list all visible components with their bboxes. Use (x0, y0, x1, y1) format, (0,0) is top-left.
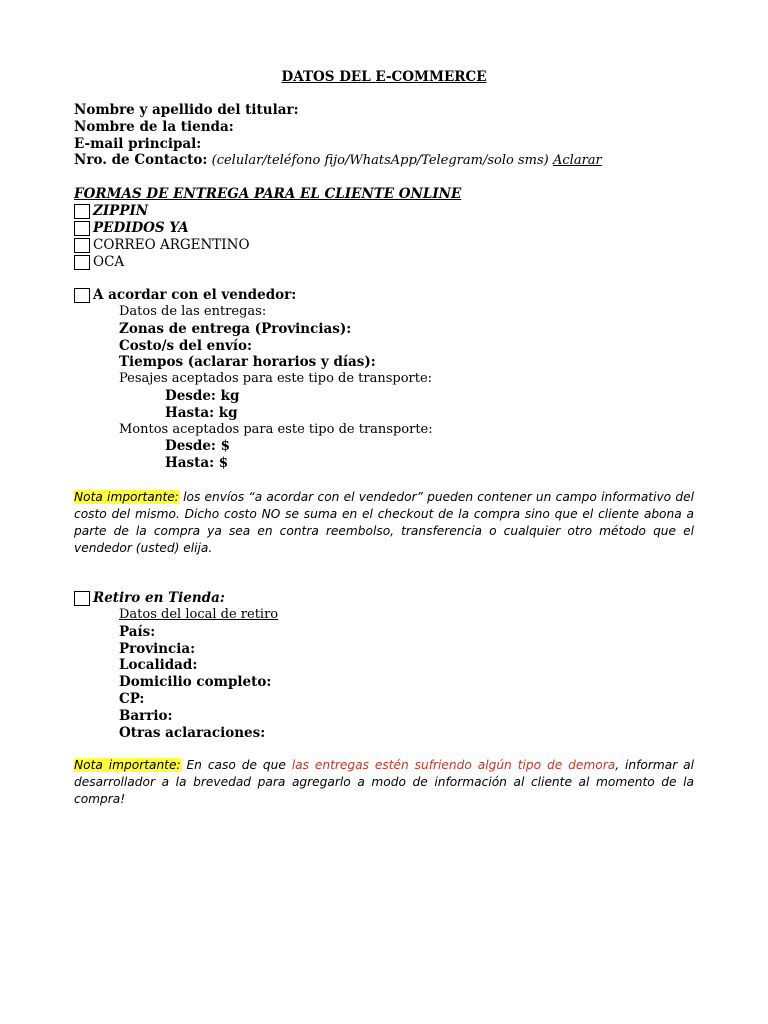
datos-local: Datos del local de retiro (119, 607, 279, 622)
zonas-field: Zonas de entrega (Provincias): (119, 320, 352, 337)
otras-field: Otras aclaraciones: (119, 724, 266, 741)
checkbox[interactable] (74, 238, 90, 253)
localidad-field: Localidad: (119, 657, 198, 674)
option-label: CORREO ARGENTINO (93, 236, 250, 253)
costos-field: Costo/s del envío: (119, 337, 253, 354)
option-label: ZIPPIN (93, 202, 149, 219)
checkbox[interactable] (74, 204, 90, 219)
tiempos-field: Tiempos (aclarar horarios y días): (119, 354, 376, 371)
monto-hasta-field: Hasta: $ (165, 455, 229, 472)
titular-field: Nombre y apellido del titular: (74, 102, 299, 118)
nota-text-a: En caso de que (180, 758, 292, 772)
pesajes-label: Pesajes aceptados para este tipo de transporte: (119, 371, 433, 387)
retiro-label: Retiro en Tienda: (93, 590, 225, 607)
contacto-field (74, 152, 694, 169)
nota-label: Nota importante: (74, 758, 181, 772)
peso-hasta-field: Hasta: kg (165, 404, 238, 421)
retiro-section (74, 590, 694, 741)
provincia-field: Provincia: (119, 640, 196, 657)
nota-text-red: las entregas estén sufriendo algún tipo de demora (291, 758, 616, 772)
nota-label: Nota importante: (74, 490, 179, 504)
nota-text-b: , informar al desarrollador a la brevedad para agregarlo a modo de información al cliente al momento de la compra! (74, 758, 694, 806)
peso-desde-field: Desde: kg (165, 387, 240, 404)
option-pedidos-ya[interactable] (74, 220, 694, 237)
checkbox[interactable] (74, 591, 90, 606)
pais-field: País: (119, 623, 156, 640)
checkbox[interactable] (74, 221, 90, 236)
acordar-label: A acordar con el vendedor: (93, 287, 297, 304)
checkbox[interactable] (74, 255, 90, 270)
checkbox[interactable] (74, 288, 90, 303)
domicilio-field: Domicilio completo: (119, 674, 272, 691)
contacto-hint: (celular/teléfono fijo/WhatsApp/Telegram/solo sms) (211, 153, 549, 169)
aclarar-link[interactable]: Aclarar (553, 153, 602, 169)
option-acordar[interactable] (74, 287, 694, 304)
option-zippin[interactable] (74, 203, 694, 220)
option-label: PEDIDOS YA (93, 219, 189, 236)
email-field: E-mail principal: (74, 135, 202, 152)
datos-entregas: Datos de las entregas: (119, 304, 267, 319)
barrio-field: Barrio: (119, 707, 173, 724)
acordar-section (74, 287, 694, 472)
option-retiro[interactable] (74, 590, 694, 607)
option-oca[interactable] (74, 254, 694, 271)
option-label: OCA (93, 253, 125, 270)
header-fields (74, 102, 694, 169)
cp-field: CP: (119, 690, 145, 707)
nota-importante-1 (74, 489, 694, 557)
option-correo-argentino[interactable] (74, 237, 694, 254)
contacto-label: Nro. de Contacto: (74, 152, 208, 169)
formas-section (74, 186, 694, 271)
formas-heading: FORMAS DE ENTREGA PARA EL CLIENTE ONLINE (74, 186, 462, 202)
monto-desde-field: Desde: $ (165, 438, 231, 455)
montos-label: Montos aceptados para este tipo de transporte: (119, 421, 433, 437)
tienda-field: Nombre de la tienda: (74, 118, 234, 135)
nota-importante-2 (74, 757, 694, 808)
page-title: DATOS DEL E-COMMERCE (281, 69, 487, 85)
nota-text: los envíos “a acordar con el vendedor” pueden contener un campo informativo del costo del mismo. Dicho costo NO se suma en el checkout de la compra sino que el cliente abona a parte de la compra ya sea en contra reembolso, transferencia o cualquier otro método que el vendedor (usted) elija. (74, 490, 694, 555)
